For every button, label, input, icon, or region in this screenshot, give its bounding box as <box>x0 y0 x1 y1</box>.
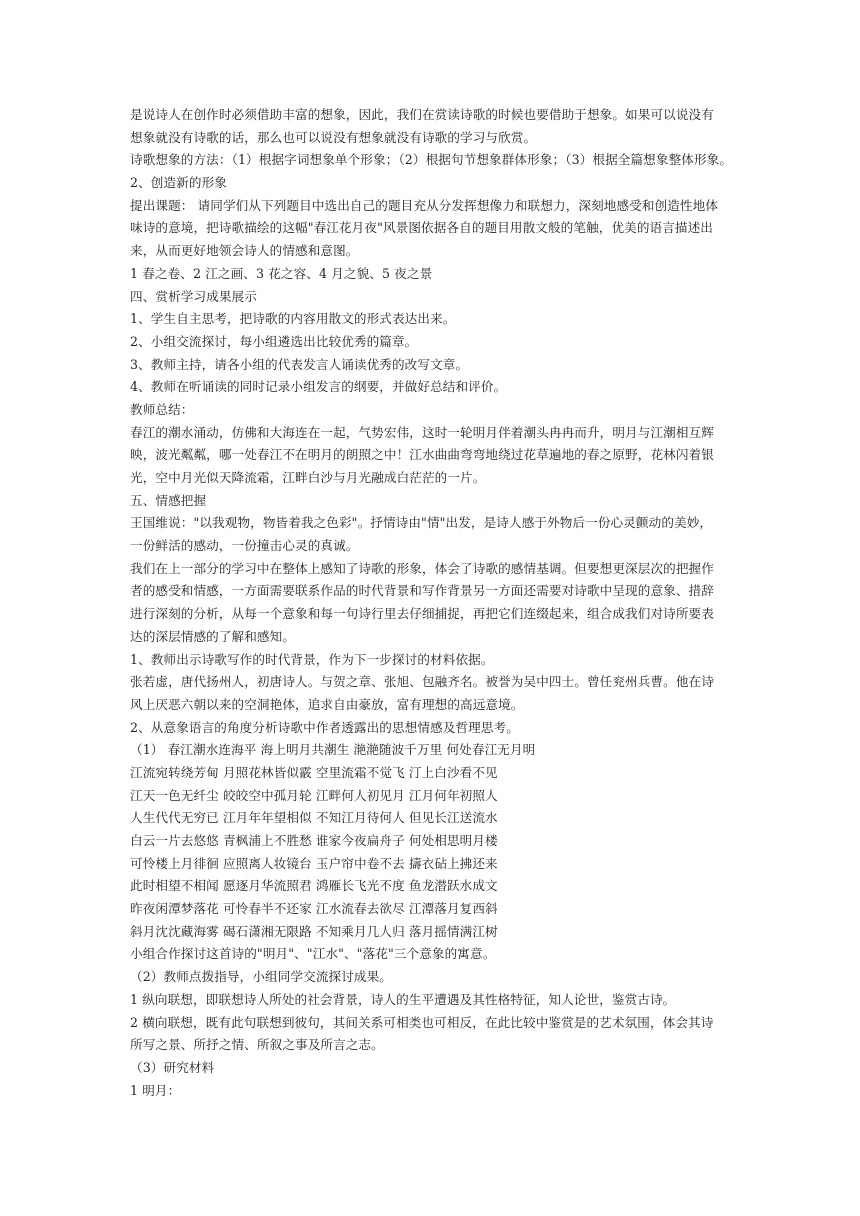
text-line: 教师总结： <box>130 401 194 417</box>
text-line: 1 纵向联想，即联想诗人所处的社会背景，诗人的生平遭遇及其性格特征，知人论世，鉴赏古诗。 <box>130 991 676 1007</box>
text-line: 2、从意象语言的角度分析诗歌中作者透露出的思想情感及哲理思考。 <box>130 719 519 735</box>
text-line: 1 春之卷、2 江之画、3 花之容、4 月之貌、5 夜之景 <box>130 265 433 281</box>
text-line: 2 横向联想，既有此句联想到彼句，其间关系可相类也可相反，在此比较中鉴赏是的艺术氛围，体会其诗 <box>130 1014 714 1030</box>
text-line: 人生代代无穷已 江月年年望相似 不知江月待何人 但见长江送流水 <box>130 810 498 826</box>
text-line: 想象就没有诗歌的话，那么也可以说没有想象就没有诗歌的学习与欣赏。 <box>130 129 537 145</box>
text-line: 斜月沈沈藏海雾 碣石潇湘无限路 不知乘月几人归 落月摇情满江树 <box>130 923 498 939</box>
text-line: 张若虚，唐代扬州人，初唐诗人。与贺之章、张旭、包融齐名。被誉为吴中四士。曾任兖州兵曹。他在诗 <box>130 674 714 690</box>
text-line: 映，波光粼粼，哪一处春江不在明月的朗照之中！江水曲曲弯弯地绕过花草遍地的春之原野，花林闪着银 <box>130 447 714 463</box>
text-line: 小组合作探讨这首诗的"明月"、"江水"、"落花"三个意象的寓意。 <box>130 946 496 962</box>
text-line: 1 明月： <box>130 1082 181 1098</box>
text-line: 是说诗人在创作时必须借助丰富的想象，因此，我们在赏读诗歌的时候也要借助于想象。如果可以说没有 <box>130 107 714 122</box>
text-line: 白云一片去悠悠 青枫浦上不胜愁 谁家今夜扁舟子 何处相思明月楼 <box>130 833 498 848</box>
text-line: 春江的潮水涌动，仿佛和大海连在一起，气势宏伟，这时一轮明月伴着潮头冉冉而升，明月与江潮相互辉 <box>130 424 714 440</box>
text-line: 江流宛转绕芳甸 月照花林皆似霰 空里流霜不觉飞 汀上白沙看不见 <box>130 764 498 780</box>
text-line: 2、小组交流探讨，每小组遴选出比较优秀的篇章。 <box>130 333 418 349</box>
text-line: 味诗的意境，把诗歌描绘的这幅"春江花月夜"风景图依据各自的题目用散文般的笔触，优美的语言描述出 <box>130 220 714 236</box>
text-line: 4、教师在听诵读的同时记录小组发言的纲要，并做好总结和评价。 <box>130 379 507 395</box>
text-line: 1、学生自主思考，把诗歌的内容用散文的形式表达出来。 <box>130 311 456 327</box>
text-line: 五、情感把握 <box>130 492 207 508</box>
text-line: 诗歌想象的方法：（1）根据字词想象单个形象；（2）根据句节想象群体形象；（3）根据全篇想象整体形象。 <box>130 152 733 168</box>
text-line: 达的深层情感的了解和感知。 <box>130 628 296 644</box>
text-line: （1） 春江潮水连海平 海上明月共潮生 滟滟随波千万里 何处春江无月明 <box>130 742 536 758</box>
text-line: （3）研究材料 <box>130 1059 215 1075</box>
text-line: 王国维说："以我观物，物皆着我之色彩"。抒情诗由"情"出发，是诗人感于外物后一份心灵颤动的美妙， <box>130 515 713 531</box>
text-line: 提出课题： 请同学们从下列题目中选出自己的题目充从分发挥想像力和联想力，深刻地感受和创造性地体 <box>130 197 719 213</box>
text-line: 我们在上一部分的学习中在整体上感知了诗歌的形象，体会了诗歌的感情基调。但要想更深层次的把握作 <box>130 560 714 576</box>
text-line: 进行深刻的分析，从每一个意象和每一句诗行里去仔细捕捉，再把它们连缀起来，组合成我们对诗所要表 <box>130 606 714 622</box>
text-line: 可怜楼上月徘徊 应照离人妆镜台 玉户帘中卷不去 擣衣砧上拂还来 <box>130 855 498 871</box>
text-line: 风上厌恶六朝以来的空洞艳体，追求自由豪放，富有理想的高远意境。 <box>130 696 524 712</box>
text-line: 1、教师出示诗歌写作的时代背景，作为下一步探讨的材料依据。 <box>130 651 494 667</box>
text-line: 昨夜闲潭梦落花 可怜春半不还家 江水流春去欲尽 江潭落月复西斜 <box>130 901 498 917</box>
text-line: 者的感受和情感，一方面需要联系作品的时代背景和写作背景另一方面还需要对诗歌中呈现的意象、措辞 <box>130 583 714 599</box>
text-line: （2）教师点拨指导，小组同学交流探讨成果。 <box>130 969 392 985</box>
document-page <box>130 104 738 1102</box>
text-line: 3、教师主持，请各小组的代表发言人诵读优秀的改写文章。 <box>130 356 469 372</box>
text-line: 四、赏析学习成果展示 <box>130 288 257 304</box>
text-line: 2、创造新的形象 <box>130 175 227 191</box>
text-line: 来，从而更好地领会诗人的情感和意图。 <box>130 243 359 259</box>
text-line: 所写之景、所抒之情、所叙之事及所言之志。 <box>130 1037 384 1053</box>
text-line: 光，空中月光似天降流霜，江畔白沙与月光融成白茫茫的一片。 <box>130 470 486 485</box>
text-line: 一份鲜活的感动，一份撞击心灵的真诚。 <box>130 538 359 554</box>
text-line: 江天一色无纤尘 皎皎空中孤月轮 江畔何人初见月 江月何年初照人 <box>130 787 498 803</box>
text-line: 此时相望不相闻 愿逐月华流照君 鸿雁长飞光不度 鱼龙潜跃水成文 <box>130 878 498 894</box>
